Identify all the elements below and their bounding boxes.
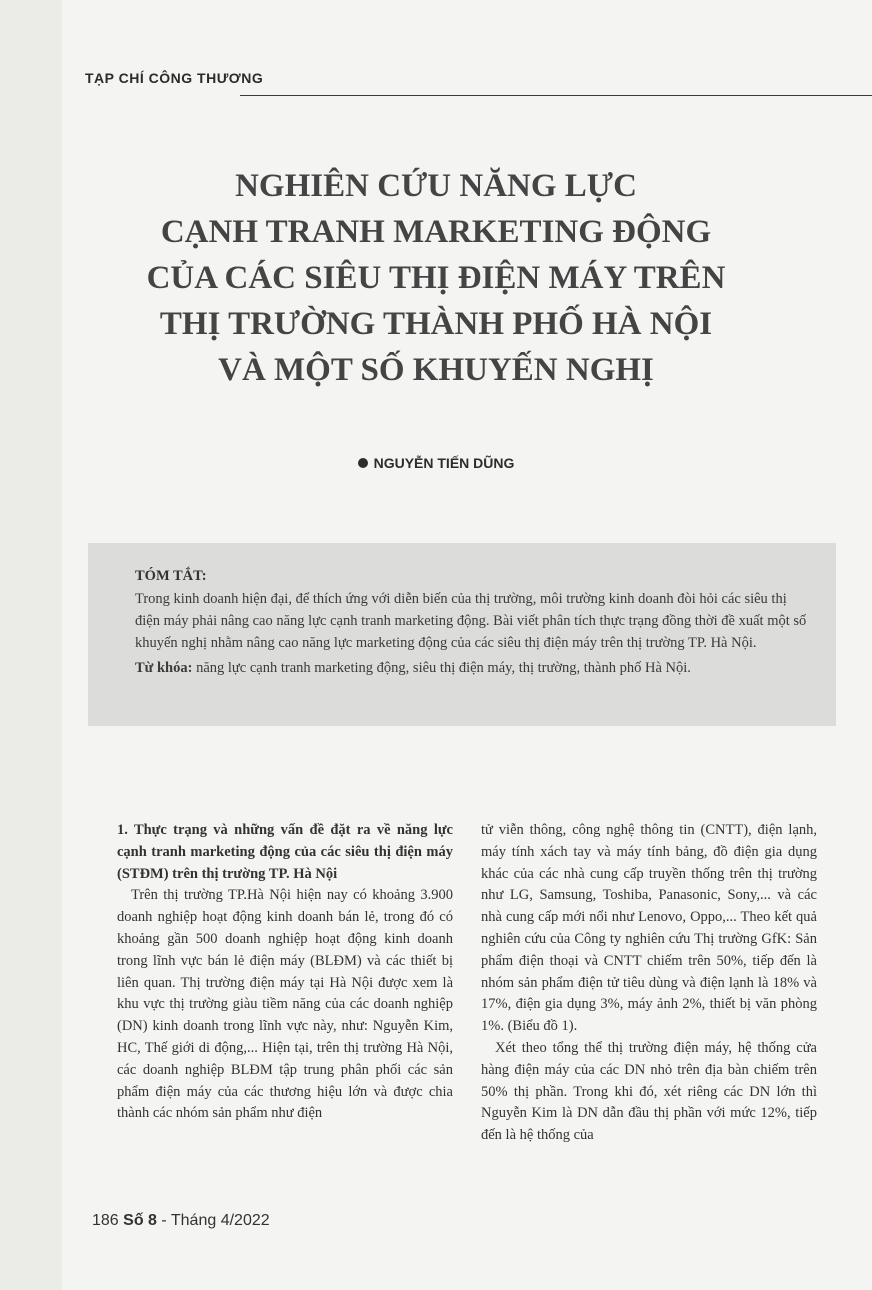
abstract-box <box>88 543 836 726</box>
header-rule <box>240 95 872 96</box>
title-line: VÀ MỘT SỐ KHUYẾN NGHỊ <box>218 352 654 388</box>
page-margin-shade <box>0 0 62 1290</box>
keywords-label: Từ khóa: <box>135 660 193 676</box>
right-column <box>481 820 817 1147</box>
author-line <box>0 455 872 471</box>
page-number: 186 <box>92 1212 119 1229</box>
left-column <box>117 820 453 1125</box>
bullet-icon <box>358 458 368 468</box>
abstract-heading: TÓM TẮT: <box>135 568 207 584</box>
author-name: NGUYỄN TIẾN DŨNG <box>373 455 515 471</box>
abstract-text: Trong kinh doanh hiện đại, để thích ứng với diễn biến của thị trường, môi trường kinh doanh đòi hỏi các siêu thị điện máy phải nâng cao năng lực cạnh tranh marketing động. Bài viết phân tích thực trạng đồng thời đề xuất một số khuyến nghị nhằm nâng cao năng lực marketing động của các siêu thị điện máy trên thị trường TP. Hà Nội. <box>135 591 807 651</box>
journal-name: TẠP CHÍ CÔNG THƯƠNG <box>85 70 264 86</box>
issue-number: Số 8 <box>123 1212 157 1229</box>
title-line: CỦA CÁC SIÊU THỊ ĐIỆN MÁY TRÊN <box>146 260 726 296</box>
body-paragraph: Xét theo tổng thể thị trường điện máy, hệ thống cửa hàng điện máy của các DN nhỏ trên địa bàn chiếm trên 50% thị phần. Trong khi đó, xét riêng các DN lớn thì Nguyễn Kim là DN dẫn đầu thị phần với mức 12%, tiếp đến là hệ thống của <box>481 1039 817 1144</box>
title-line: NGHIÊN CỨU NĂNG LỰC <box>235 168 637 204</box>
section-heading: 1. Thực trạng và những vấn đề đặt ra về năng lực cạnh tranh marketing động của các siêu thị điện máy (STĐM) trên thị trường TP. Hà Nội <box>117 822 453 882</box>
abstract-body <box>135 588 815 679</box>
body-paragraph: Trên thị trường TP.Hà Nội hiện nay có khoảng 3.900 doanh nghiệp hoạt động kinh doanh bán lẻ, trong đó có khoảng gần 500 doanh nghiệp hoạt động kinh doanh trong lĩnh vực bán lẻ điện máy (BLĐM) và các thiết bị liên quan. Thị trường điện máy tại Hà Nội được xem là khu vực thị trường giàu tiềm năng của các doanh nghiệp (DN) kinh doanh trong lĩnh vực này, như: Nguyễn Kim, HC, Thế giới di động,... Hiện tại, trên thị trường Hà Nội, các doanh nghiệp BLĐM tập trung phân phối các sản phẩm điện máy của các thương hiệu lớn và được chia thành các nhóm sản phẩm như điện <box>117 887 453 1122</box>
article-title <box>120 163 752 393</box>
title-line: THỊ TRƯỜNG THÀNH PHỐ HÀ NỘI <box>159 306 713 342</box>
keywords-text: năng lực cạnh tranh marketing động, siêu thị điện máy, thị trường, thành phố Hà Nội. <box>192 660 691 676</box>
title-line: CẠNH TRANH MARKETING ĐỘNG <box>160 214 712 250</box>
keywords-line <box>135 657 815 679</box>
body-paragraph: tử viễn thông, công nghệ thông tin (CNTT), điện lạnh, máy tính xách tay và máy tính bảng, đồ điện gia dụng khác của các nhà cung cấp truyền thống trên thị trường như LG, Samsung, Toshiba, Panasonic, Sony,... và các nhà cung cấp mới nổi như Lenovo, Oppo,... Theo kết quả nghiên cứu của Công ty nghiên cứu Thị trường GfK: Sản phẩm điện thoại và CNTT chiếm trên 50%, tiếp đến là nhóm sản phẩm điện tử tiêu dùng và điện lạnh là 18% và 17%, điện gia dụng 3%, máy ảnh 2%, thiết bị văn phòng 1%. (Biểu đồ 1). <box>481 822 817 1035</box>
page-footer <box>92 1212 270 1230</box>
issue-date: - Tháng 4/2022 <box>156 1212 270 1229</box>
